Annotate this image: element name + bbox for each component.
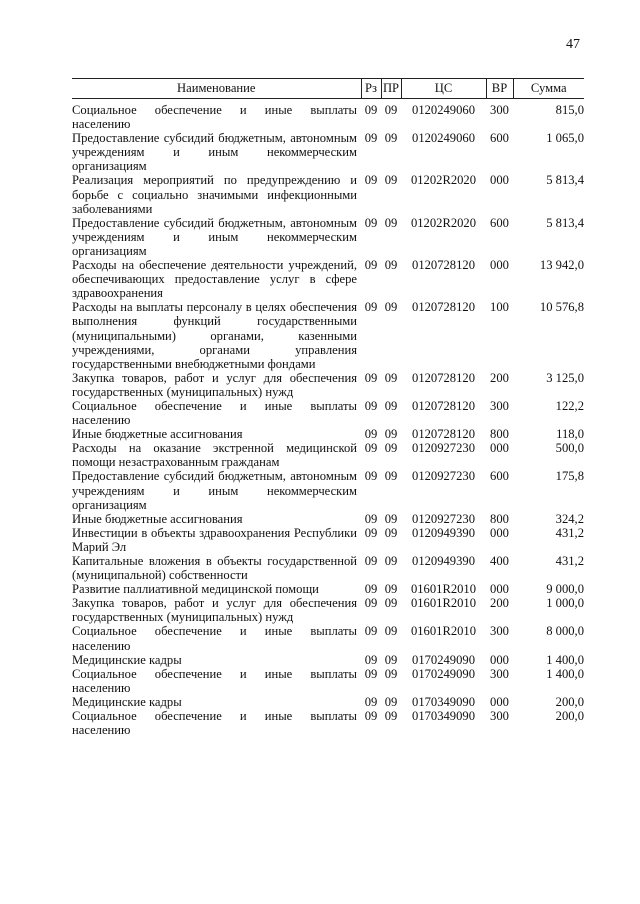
cell-cs: 0120728120: [412, 258, 475, 273]
cell-sum: 500,0: [555, 441, 584, 456]
cell-name: Расходы на обеспечение деятельности учреждений, обеспечивающих предоставление услуг в сфере здравоохранения: [72, 258, 357, 301]
cell-rz: 09: [364, 258, 378, 273]
cell-rz: 09: [364, 666, 378, 681]
cell-sum: 5 813,4: [546, 173, 584, 188]
cell-cs: 0120728120: [412, 398, 475, 413]
cell-sum: 200,0: [555, 694, 584, 709]
cell-pr: 09: [384, 554, 398, 568]
cell-cs: 0120927230: [412, 441, 475, 456]
header-name: Наименование: [72, 79, 361, 99]
cell-name: Закупка товаров, работ и услуг для обеспечения государственных (муниципальных) нужд: [72, 596, 357, 625]
cell-cs: 0170249090: [412, 652, 475, 667]
cell-name: Медицинские кадры: [72, 694, 182, 709]
cell-rz: 09: [364, 173, 378, 188]
table-row: [72, 99, 584, 132]
cell-vr: 000: [490, 652, 509, 667]
table-row: [72, 131, 584, 173]
cell-sum: 9 000,0: [546, 582, 584, 597]
cell-rz: 09: [364, 131, 378, 146]
cell-vr: 000: [490, 441, 509, 456]
cell-sum: 5 813,4: [546, 215, 584, 230]
table-row: [72, 399, 584, 427]
cell-sum: 200,0: [555, 709, 584, 724]
cell-cs: 0170349090: [412, 709, 475, 724]
cell-rz: 09: [364, 652, 378, 667]
cell-rz: 09: [364, 694, 378, 709]
cell-rz: 09: [364, 624, 378, 639]
cell-pr: 09: [384, 582, 398, 597]
cell-rz: 09: [364, 554, 378, 568]
cell-name: Предоставление субсидий бюджетным, автономным учреждениям и иным некоммерческим организациям: [72, 215, 357, 258]
cell-name: Предоставление субсидий бюджетным, автономным учреждениям и иным некоммерческим организациям: [72, 469, 357, 512]
cell-sum: 431,2: [555, 554, 584, 568]
cell-vr: 100: [490, 300, 509, 315]
table-body: [72, 99, 584, 738]
cell-rz: 09: [364, 511, 378, 526]
table-row: [72, 173, 584, 215]
cell-name: Реализация мероприятий по предупреждению и борьбе с социально значимыми инфекционными заболеваниями: [72, 173, 357, 216]
cell-name: Социальное обеспечение и иные выплаты населению: [72, 103, 357, 132]
table-row: [72, 695, 584, 709]
cell-cs: 0120728120: [412, 300, 475, 315]
cell-sum: 8 000,0: [546, 624, 584, 639]
cell-sum: 13 942,0: [539, 258, 584, 273]
cell-vr: 600: [490, 131, 509, 146]
cell-cs: 01202R2020: [410, 215, 477, 230]
header-vr: ВР: [486, 79, 513, 99]
cell-vr: 300: [490, 398, 509, 413]
cell-rz: 09: [364, 596, 378, 611]
cell-name: Медицинские кадры: [72, 652, 182, 667]
cell-rz: 09: [364, 103, 378, 117]
cell-pr: 09: [384, 666, 398, 681]
cell-rz: 09: [364, 300, 378, 315]
table-row: [72, 596, 584, 624]
cell-cs: 0120249060: [412, 131, 475, 146]
cell-sum: 1 400,0: [546, 666, 584, 681]
cell-pr: 09: [384, 173, 398, 188]
cell-name: Закупка товаров, работ и услуг для обеспечения государственных (муниципальных) нужд: [72, 370, 357, 399]
cell-rz: 09: [364, 469, 378, 484]
cell-pr: 09: [384, 215, 398, 230]
cell-sum: 1 065,0: [546, 131, 584, 146]
cell-vr: 000: [490, 173, 509, 188]
cell-name: Расходы на оказание экстренной медицинской помощи незастрахованным гражданам: [72, 441, 357, 470]
cell-vr: 800: [490, 511, 509, 526]
cell-vr: 200: [490, 596, 509, 611]
cell-name: Социальное обеспечение и иные выплаты населению: [72, 666, 357, 695]
table-row: [72, 582, 584, 596]
cell-pr: 09: [384, 709, 398, 724]
cell-vr: 300: [490, 709, 509, 724]
cell-cs: 0170249090: [412, 666, 475, 681]
cell-vr: 300: [490, 103, 509, 117]
cell-pr: 09: [384, 652, 398, 667]
cell-vr: 800: [490, 427, 509, 442]
cell-pr: 09: [384, 300, 398, 315]
cell-pr: 09: [384, 469, 398, 484]
cell-sum: 431,2: [555, 525, 584, 540]
cell-sum: 1 000,0: [546, 596, 584, 611]
cell-rz: 09: [364, 582, 378, 597]
cell-vr: 000: [490, 525, 509, 540]
cell-rz: 09: [364, 427, 378, 442]
header-pr: ПР: [381, 79, 401, 99]
table-row: [72, 653, 584, 667]
cell-pr: 09: [384, 258, 398, 273]
cell-cs: 0120728120: [412, 370, 475, 385]
cell-rz: 09: [364, 370, 378, 385]
cell-name: Предоставление субсидий бюджетным, автономным учреждениям и иным некоммерческим организациям: [72, 131, 357, 174]
table-row: [72, 624, 584, 652]
cell-rz: 09: [364, 215, 378, 230]
cell-name: Расходы на выплаты персоналу в целях обеспечения выполнения функций государственными (муниципальными) органами, казенными учреждениями, органами управления государственными внебюджетными фондами: [72, 300, 357, 371]
cell-pr: 09: [384, 441, 398, 456]
cell-vr: 200: [490, 370, 509, 385]
cell-cs: 0120949390: [412, 525, 475, 540]
table-row: [72, 216, 584, 258]
table-row: [72, 441, 584, 469]
header-rz: Рз: [361, 79, 381, 99]
cell-pr: 09: [384, 370, 398, 385]
cell-name: Капитальные вложения в объекты государственной (муниципальной) собственности: [72, 554, 357, 583]
cell-name: Социальное обеспечение и иные выплаты населению: [72, 709, 357, 738]
cell-cs: 0120249060: [412, 103, 475, 117]
cell-pr: 09: [384, 511, 398, 526]
cell-pr: 09: [384, 131, 398, 146]
page-number: 47: [566, 37, 580, 52]
cell-rz: 09: [364, 709, 378, 724]
cell-sum: 815,0: [555, 103, 584, 117]
table-row: [72, 427, 584, 441]
table-header: [72, 79, 584, 99]
cell-name: Социальное обеспечение и иные выплаты населению: [72, 398, 357, 428]
cell-vr: 300: [490, 666, 509, 681]
cell-sum: 122,2: [555, 398, 584, 413]
cell-sum: 10 576,8: [539, 300, 584, 315]
cell-rz: 09: [364, 525, 378, 540]
cell-pr: 09: [384, 694, 398, 709]
table-row: [72, 469, 584, 511]
cell-vr: 400: [490, 554, 509, 568]
cell-cs: 0120949390: [412, 554, 475, 568]
cell-sum: 324,2: [555, 511, 584, 526]
cell-cs: 0120728120: [412, 427, 475, 442]
table-row: [72, 526, 584, 554]
cell-name: Развитие паллиативной медицинской помощи: [72, 582, 319, 597]
cell-cs: 01202R2020: [410, 173, 477, 188]
cell-name: Социальное обеспечение и иные выплаты населению: [72, 624, 357, 653]
cell-cs: 0120927230: [412, 511, 475, 526]
budget-table: [72, 78, 584, 737]
cell-vr: 600: [490, 469, 509, 484]
cell-vr: 000: [490, 582, 509, 597]
cell-pr: 09: [384, 624, 398, 639]
cell-sum: 3 125,0: [546, 370, 584, 385]
cell-rz: 09: [364, 398, 378, 413]
cell-name: Иные бюджетные ассигнования: [72, 427, 243, 442]
cell-name: Иные бюджетные ассигнования: [72, 511, 243, 526]
cell-cs: 01601R2010: [410, 624, 477, 639]
cell-name: Инвестиции в объекты здравоохранения Республики Марий Эл: [72, 525, 357, 554]
cell-pr: 09: [384, 398, 398, 413]
cell-pr: 09: [384, 103, 398, 117]
cell-cs: 0170349090: [412, 694, 475, 709]
table-row: [72, 300, 584, 370]
cell-vr: 600: [490, 215, 509, 230]
table-row: [72, 554, 584, 582]
cell-vr: 000: [490, 694, 509, 709]
cell-sum: 118,0: [556, 427, 584, 442]
cell-sum: 175,8: [555, 469, 584, 484]
header-sum: Сумма: [513, 79, 584, 99]
cell-vr: 300: [490, 624, 509, 639]
cell-vr: 000: [490, 258, 509, 273]
cell-rz: 09: [364, 441, 378, 456]
table-row: [72, 258, 584, 300]
cell-cs: 01601R2010: [410, 596, 477, 611]
cell-cs: 01601R2010: [410, 582, 477, 597]
header-cs: ЦС: [401, 79, 486, 99]
table-row: [72, 371, 584, 399]
cell-pr: 09: [384, 427, 398, 442]
cell-cs: 0120927230: [412, 469, 475, 484]
table-row: [72, 667, 584, 695]
cell-pr: 09: [384, 525, 398, 540]
table-row: [72, 512, 584, 526]
cell-pr: 09: [384, 596, 398, 611]
cell-sum: 1 400,0: [546, 652, 584, 667]
table-row: [72, 709, 584, 737]
